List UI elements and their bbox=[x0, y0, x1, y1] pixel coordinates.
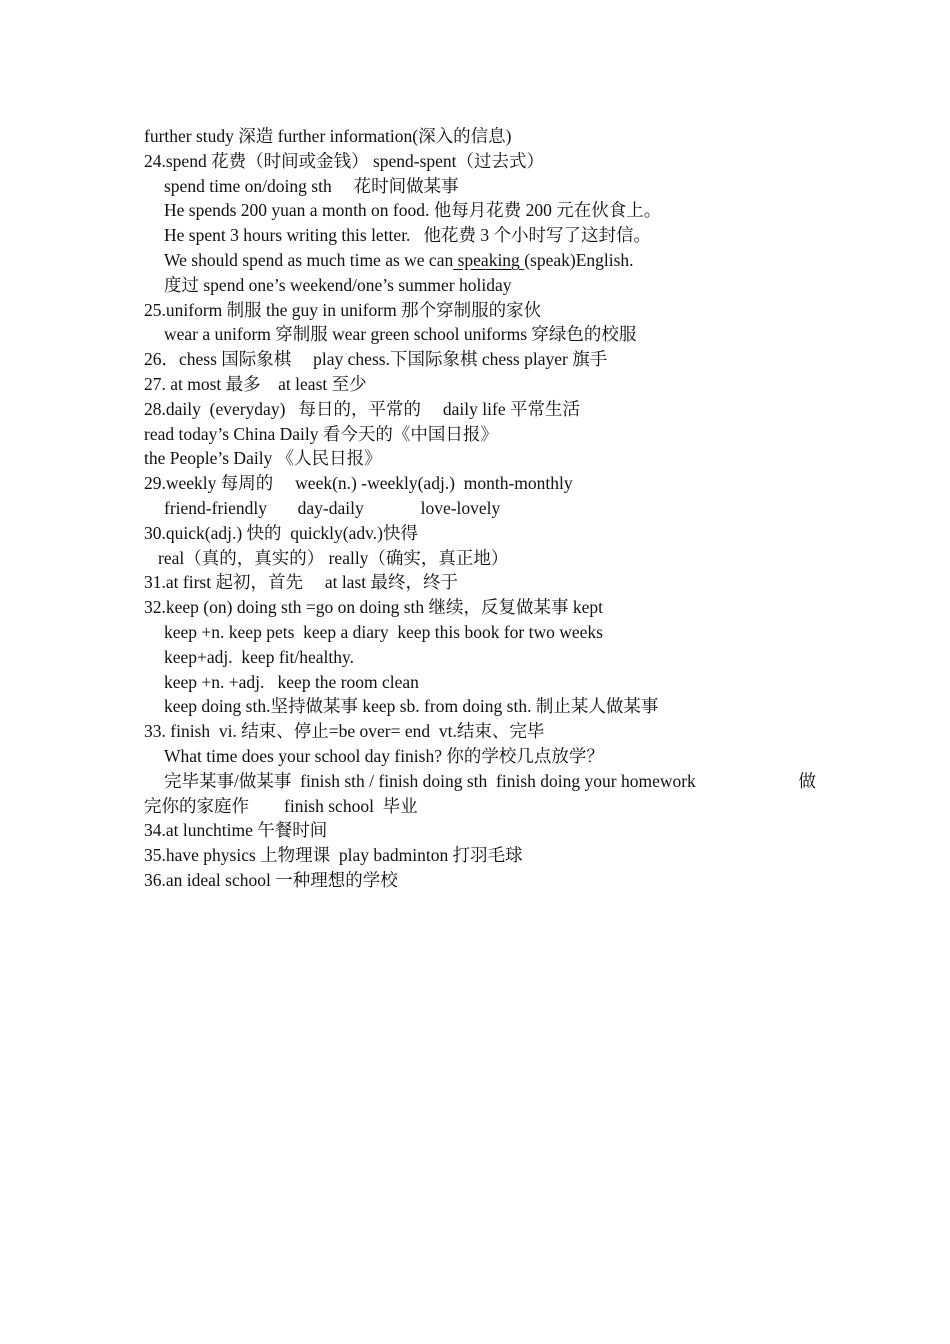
wrapped-text: 做 bbox=[798, 770, 816, 791]
example-sentence: He spends 200 yuan a month on food. 他每月花费 200 元在伙食上。 bbox=[164, 200, 662, 221]
note-line: keep+adj. keep fit/healthy. bbox=[164, 646, 354, 667]
note-line: the People’s Daily 《人民日报》 bbox=[144, 448, 382, 469]
example-sentence: He spent 3 hours writing this letter. 他花费 3 个小时写了这封信。 bbox=[164, 225, 652, 246]
entry-heading: 31.at first 起初，首先 at last 最终，终于 bbox=[144, 572, 458, 593]
note-line: keep +n. keep pets keep a diary keep this book for two weeks bbox=[164, 621, 603, 642]
entry-heading: 26．chess 国际象棋 play chess.下国际象棋 chess player 旗手 bbox=[144, 349, 608, 370]
entry-heading: 25.uniform 制服 the guy in uniform 那个穿制服的家伙 bbox=[144, 299, 542, 320]
entry-heading: 32.keep (on) doing sth =go on doing sth 继续，反复做某事 kept bbox=[144, 597, 604, 618]
note-line: wear a uniform 穿制服 wear green school uniforms 穿绿色的校服 bbox=[164, 324, 637, 345]
example-sentence: What time does your school day finish? 你的学校几点放学？ bbox=[164, 745, 604, 766]
entry-heading: 33. finish vi. 结束、停止=be over= end vt.结束、完毕 bbox=[144, 721, 545, 742]
entry-heading: 24.spend 花费（时间或金钱） spend-spent（过去式） bbox=[144, 150, 545, 171]
note-text: 完毕某事/做某事 finish sth / finish doing sth finish doing your homework bbox=[164, 770, 696, 791]
entry-heading: 30.quick(adj.) 快的 quickly(adv.)快得 bbox=[144, 522, 418, 543]
vocabulary-notes bbox=[144, 124, 816, 893]
note-line: 完你的家庭作 finish school 毕业 bbox=[144, 795, 418, 816]
note-line: further study 深造 further information(深入的信息) bbox=[144, 126, 512, 146]
entry-heading: 29.weekly 每周的 week(n.) -weekly(adj.) month-monthly bbox=[144, 473, 573, 494]
fill-in-sentence bbox=[144, 248, 816, 273]
entry-heading: 36.an ideal school 一种理想的学校 bbox=[144, 869, 398, 890]
entry-heading: 27. at most 最多 at least 至少 bbox=[144, 373, 367, 394]
note-line: keep +n. +adj. keep the room clean bbox=[164, 671, 419, 692]
note-line: friend-friendly day-daily love-lovely bbox=[164, 497, 501, 518]
answer-blank: speaking bbox=[453, 249, 525, 270]
note-line: spend time on/doing sth 花时间做某事 bbox=[164, 175, 459, 196]
sentence-start: We should spend as much time as we can bbox=[164, 249, 454, 270]
sentence-end: (speak)English. bbox=[524, 249, 634, 270]
entry-heading: 28.daily (everyday) 每日的，平常的 daily life 平常生活 bbox=[144, 398, 580, 419]
note-line bbox=[144, 769, 816, 794]
note-line: real（真的，真实的） really（确实，真正地） bbox=[158, 547, 509, 568]
entry-heading: 35.have physics 上物理课 play badminton 打羽毛球 bbox=[144, 845, 523, 866]
entry-heading: 34.at lunchtime 午餐时间 bbox=[144, 820, 328, 841]
note-line: read today’s China Daily 看今天的《中国日报》 bbox=[144, 423, 498, 444]
note-line: 度过 spend one’s weekend/one’s summer holiday bbox=[164, 274, 512, 295]
note-line: keep doing sth.坚持做某事 keep sb. from doing sth. 制止某人做某事 bbox=[164, 696, 659, 717]
